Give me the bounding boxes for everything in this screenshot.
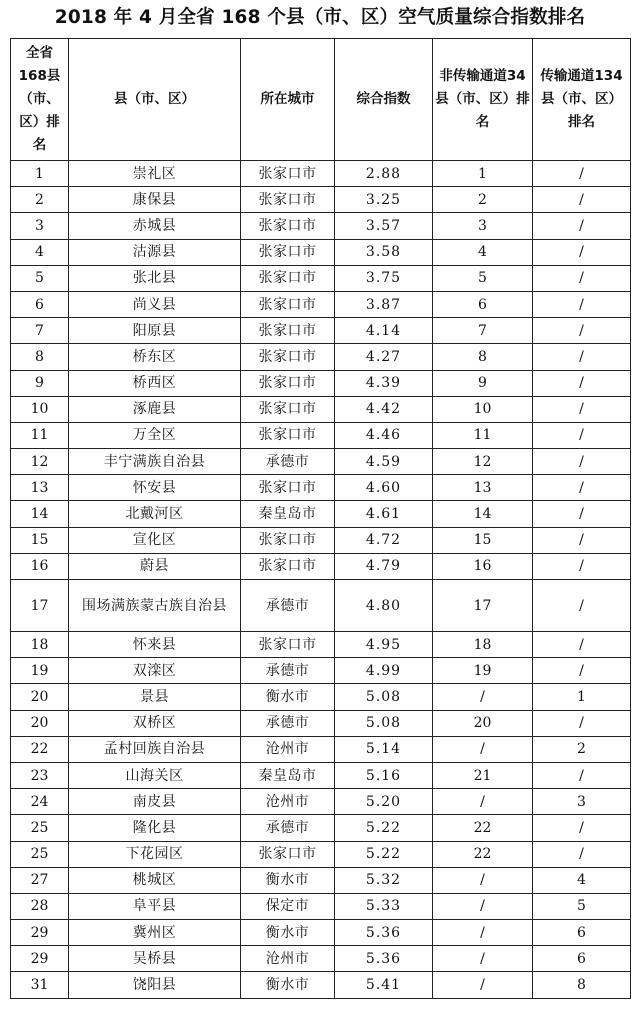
cell-city: 张家口市	[241, 161, 335, 187]
cell-index: 4.72	[335, 527, 433, 553]
header-county: 县（市、区）	[69, 39, 241, 161]
cell-county: 围场满族蒙古族自治县	[69, 580, 241, 632]
cell-index: 5.41	[335, 972, 433, 998]
cell-rank134: /	[533, 213, 631, 239]
cell-index: 3.57	[335, 213, 433, 239]
cell-county: 桥东区	[69, 344, 241, 370]
table-row	[11, 161, 631, 187]
header-rank134: 传输通道134县（市、区）排名	[533, 39, 631, 161]
cell-rank34: 10	[433, 396, 533, 422]
cell-rank134: 5	[533, 893, 631, 919]
cell-index: 4.80	[335, 580, 433, 632]
cell-county: 桥西区	[69, 370, 241, 396]
cell-city: 张家口市	[241, 475, 335, 501]
cell-rank168: 3	[11, 213, 69, 239]
ranking-table	[10, 38, 631, 999]
cell-city: 沧州市	[241, 946, 335, 972]
table-row	[11, 867, 631, 893]
cell-rank168: 20	[11, 710, 69, 736]
cell-index: 5.36	[335, 946, 433, 972]
cell-rank168: 4	[11, 239, 69, 265]
cell-county: 怀安县	[69, 475, 241, 501]
cell-county: 山海关区	[69, 762, 241, 788]
cell-index: 5.16	[335, 762, 433, 788]
table-row	[11, 370, 631, 396]
cell-rank168: 2	[11, 187, 69, 213]
cell-rank168: 17	[11, 580, 69, 632]
table-row	[11, 501, 631, 527]
cell-rank34: 8	[433, 344, 533, 370]
cell-rank34: /	[433, 893, 533, 919]
cell-city: 张家口市	[241, 553, 335, 579]
table-row	[11, 893, 631, 919]
cell-index: 5.22	[335, 841, 433, 867]
cell-rank168: 13	[11, 475, 69, 501]
cell-rank34: 12	[433, 449, 533, 475]
cell-rank134: /	[533, 815, 631, 841]
page-title: 2018 年 4 月全省 168 个县（市、区）空气质量综合指数排名	[54, 7, 586, 28]
cell-rank34: 7	[433, 318, 533, 344]
cell-city: 张家口市	[241, 213, 335, 239]
cell-rank134: /	[533, 475, 631, 501]
cell-rank168: 7	[11, 318, 69, 344]
cell-index: 4.61	[335, 501, 433, 527]
cell-county: 怀来县	[69, 632, 241, 658]
cell-index: 4.42	[335, 396, 433, 422]
cell-county: 张北县	[69, 265, 241, 291]
cell-rank168: 6	[11, 291, 69, 317]
cell-rank134: 6	[533, 920, 631, 946]
cell-rank168: 27	[11, 867, 69, 893]
cell-city: 张家口市	[241, 291, 335, 317]
cell-county: 孟村回族自治县	[69, 736, 241, 762]
cell-rank34: 14	[433, 501, 533, 527]
header-city: 所在城市	[241, 39, 335, 161]
cell-rank168: 20	[11, 684, 69, 710]
cell-county: 阳原县	[69, 318, 241, 344]
cell-rank134: /	[533, 239, 631, 265]
cell-county: 尚义县	[69, 291, 241, 317]
cell-rank168: 29	[11, 946, 69, 972]
table-row	[11, 815, 631, 841]
cell-city: 张家口市	[241, 344, 335, 370]
cell-rank168: 11	[11, 422, 69, 448]
cell-rank34: 11	[433, 422, 533, 448]
cell-index: 3.87	[335, 291, 433, 317]
table-row	[11, 553, 631, 579]
cell-county: 景县	[69, 684, 241, 710]
table-row	[11, 946, 631, 972]
cell-city: 衡水市	[241, 972, 335, 998]
cell-city: 张家口市	[241, 370, 335, 396]
header-rank34: 非传输通道34县（市、区）排名	[433, 39, 533, 161]
cell-rank168: 24	[11, 789, 69, 815]
cell-rank134: /	[533, 527, 631, 553]
cell-rank34: 6	[433, 291, 533, 317]
cell-rank168: 25	[11, 815, 69, 841]
cell-city: 张家口市	[241, 187, 335, 213]
cell-rank134: /	[533, 449, 631, 475]
cell-rank168: 18	[11, 632, 69, 658]
cell-rank168: 5	[11, 265, 69, 291]
cell-county: 南皮县	[69, 789, 241, 815]
cell-rank168: 8	[11, 344, 69, 370]
cell-rank34: 16	[433, 553, 533, 579]
cell-county: 双桥区	[69, 710, 241, 736]
cell-city: 衡水市	[241, 867, 335, 893]
table-row	[11, 291, 631, 317]
cell-index: 5.20	[335, 789, 433, 815]
cell-rank134: /	[533, 658, 631, 684]
cell-city: 承德市	[241, 580, 335, 632]
cell-rank168: 14	[11, 501, 69, 527]
cell-rank134: 8	[533, 972, 631, 998]
cell-rank34: 15	[433, 527, 533, 553]
cell-index: 3.58	[335, 239, 433, 265]
table-row	[11, 239, 631, 265]
cell-county: 万全区	[69, 422, 241, 448]
cell-index: 4.60	[335, 475, 433, 501]
table-row	[11, 841, 631, 867]
table-row	[11, 580, 631, 632]
table-row	[11, 658, 631, 684]
cell-rank34: 17	[433, 580, 533, 632]
cell-index: 2.88	[335, 161, 433, 187]
cell-rank168: 31	[11, 972, 69, 998]
cell-rank34: 3	[433, 213, 533, 239]
header-index: 综合指数	[335, 39, 433, 161]
cell-county: 阜平县	[69, 893, 241, 919]
cell-city: 张家口市	[241, 632, 335, 658]
cell-rank34: /	[433, 736, 533, 762]
cell-index: 5.32	[335, 867, 433, 893]
cell-rank134: 6	[533, 946, 631, 972]
cell-city: 张家口市	[241, 318, 335, 344]
cell-county: 丰宁满族自治县	[69, 449, 241, 475]
cell-rank134: /	[533, 632, 631, 658]
cell-rank168: 1	[11, 161, 69, 187]
table-row	[11, 789, 631, 815]
cell-rank34: 13	[433, 475, 533, 501]
cell-city: 张家口市	[241, 239, 335, 265]
cell-county: 赤城县	[69, 213, 241, 239]
table-row	[11, 396, 631, 422]
cell-city: 保定市	[241, 893, 335, 919]
table-row	[11, 684, 631, 710]
cell-index: 4.95	[335, 632, 433, 658]
table-row	[11, 265, 631, 291]
cell-index: 5.08	[335, 710, 433, 736]
cell-rank168: 10	[11, 396, 69, 422]
cell-index: 5.14	[335, 736, 433, 762]
cell-index: 4.39	[335, 370, 433, 396]
cell-rank134: 1	[533, 684, 631, 710]
cell-rank134: /	[533, 318, 631, 344]
table-row	[11, 736, 631, 762]
cell-index: 5.33	[335, 893, 433, 919]
cell-rank34: 19	[433, 658, 533, 684]
cell-rank34: 9	[433, 370, 533, 396]
cell-city: 承德市	[241, 710, 335, 736]
cell-county: 冀州区	[69, 920, 241, 946]
table-row	[11, 710, 631, 736]
cell-city: 承德市	[241, 449, 335, 475]
cell-index: 4.79	[335, 553, 433, 579]
cell-rank134: /	[533, 501, 631, 527]
cell-county: 康保县	[69, 187, 241, 213]
cell-county: 双滦区	[69, 658, 241, 684]
cell-index: 4.59	[335, 449, 433, 475]
cell-index: 3.25	[335, 187, 433, 213]
cell-rank134: /	[533, 291, 631, 317]
cell-county: 吴桥县	[69, 946, 241, 972]
cell-rank134: /	[533, 553, 631, 579]
cell-city: 衡水市	[241, 684, 335, 710]
cell-rank34: /	[433, 789, 533, 815]
cell-rank34: /	[433, 867, 533, 893]
table-row	[11, 213, 631, 239]
table-row	[11, 920, 631, 946]
cell-rank34: 5	[433, 265, 533, 291]
cell-index: 5.22	[335, 815, 433, 841]
cell-rank134: /	[533, 187, 631, 213]
cell-index: 4.99	[335, 658, 433, 684]
cell-city: 秦皇岛市	[241, 762, 335, 788]
cell-rank34: 20	[433, 710, 533, 736]
cell-rank34: /	[433, 920, 533, 946]
cell-index: 4.46	[335, 422, 433, 448]
cell-rank134: 2	[533, 736, 631, 762]
table-body	[11, 161, 631, 999]
cell-index: 5.08	[335, 684, 433, 710]
cell-rank168: 19	[11, 658, 69, 684]
cell-rank34: /	[433, 684, 533, 710]
table-row	[11, 422, 631, 448]
cell-county: 沽源县	[69, 239, 241, 265]
cell-rank168: 9	[11, 370, 69, 396]
table-row	[11, 344, 631, 370]
cell-rank34: /	[433, 972, 533, 998]
cell-county: 北戴河区	[69, 501, 241, 527]
cell-city: 张家口市	[241, 841, 335, 867]
table-row	[11, 449, 631, 475]
cell-county: 下花园区	[69, 841, 241, 867]
table-row	[11, 527, 631, 553]
cell-county: 饶阳县	[69, 972, 241, 998]
cell-county: 隆化县	[69, 815, 241, 841]
cell-rank134: /	[533, 710, 631, 736]
cell-rank34: 21	[433, 762, 533, 788]
cell-rank134: 4	[533, 867, 631, 893]
cell-rank168: 12	[11, 449, 69, 475]
table-row	[11, 632, 631, 658]
cell-county: 宣化区	[69, 527, 241, 553]
cell-city: 承德市	[241, 658, 335, 684]
cell-rank134: /	[533, 841, 631, 867]
cell-rank168: 16	[11, 553, 69, 579]
cell-rank34: /	[433, 946, 533, 972]
cell-rank34: 22	[433, 815, 533, 841]
cell-rank168: 22	[11, 736, 69, 762]
cell-city: 沧州市	[241, 736, 335, 762]
cell-city: 承德市	[241, 815, 335, 841]
cell-rank168: 28	[11, 893, 69, 919]
cell-city: 张家口市	[241, 265, 335, 291]
cell-index: 4.27	[335, 344, 433, 370]
cell-rank134: /	[533, 762, 631, 788]
cell-rank134: /	[533, 370, 631, 396]
cell-rank168: 23	[11, 762, 69, 788]
cell-city: 沧州市	[241, 789, 335, 815]
cell-rank134: /	[533, 396, 631, 422]
table-row	[11, 187, 631, 213]
cell-county: 蔚县	[69, 553, 241, 579]
table-row	[11, 762, 631, 788]
cell-city: 衡水市	[241, 920, 335, 946]
cell-city: 张家口市	[241, 396, 335, 422]
cell-rank134: /	[533, 344, 631, 370]
table-row	[11, 318, 631, 344]
cell-rank134: /	[533, 161, 631, 187]
cell-rank34: 4	[433, 239, 533, 265]
table-row	[11, 972, 631, 998]
cell-rank34: 2	[433, 187, 533, 213]
table-row	[11, 475, 631, 501]
cell-rank168: 15	[11, 527, 69, 553]
cell-county: 涿鹿县	[69, 396, 241, 422]
cell-city: 张家口市	[241, 422, 335, 448]
header-rank168: 全省168县（市、区）排名	[11, 39, 69, 161]
cell-index: 5.36	[335, 920, 433, 946]
cell-rank34: 18	[433, 632, 533, 658]
cell-rank168: 25	[11, 841, 69, 867]
cell-rank34: 22	[433, 841, 533, 867]
cell-county: 桃城区	[69, 867, 241, 893]
cell-rank134: /	[533, 422, 631, 448]
cell-county: 崇礼区	[69, 161, 241, 187]
cell-city: 张家口市	[241, 527, 335, 553]
cell-rank168: 29	[11, 920, 69, 946]
cell-rank134: 3	[533, 789, 631, 815]
cell-rank134: /	[533, 265, 631, 291]
cell-city: 秦皇岛市	[241, 501, 335, 527]
cell-rank134: /	[533, 580, 631, 632]
cell-rank34: 1	[433, 161, 533, 187]
table-header	[11, 39, 631, 161]
cell-index: 4.14	[335, 318, 433, 344]
cell-index: 3.75	[335, 265, 433, 291]
